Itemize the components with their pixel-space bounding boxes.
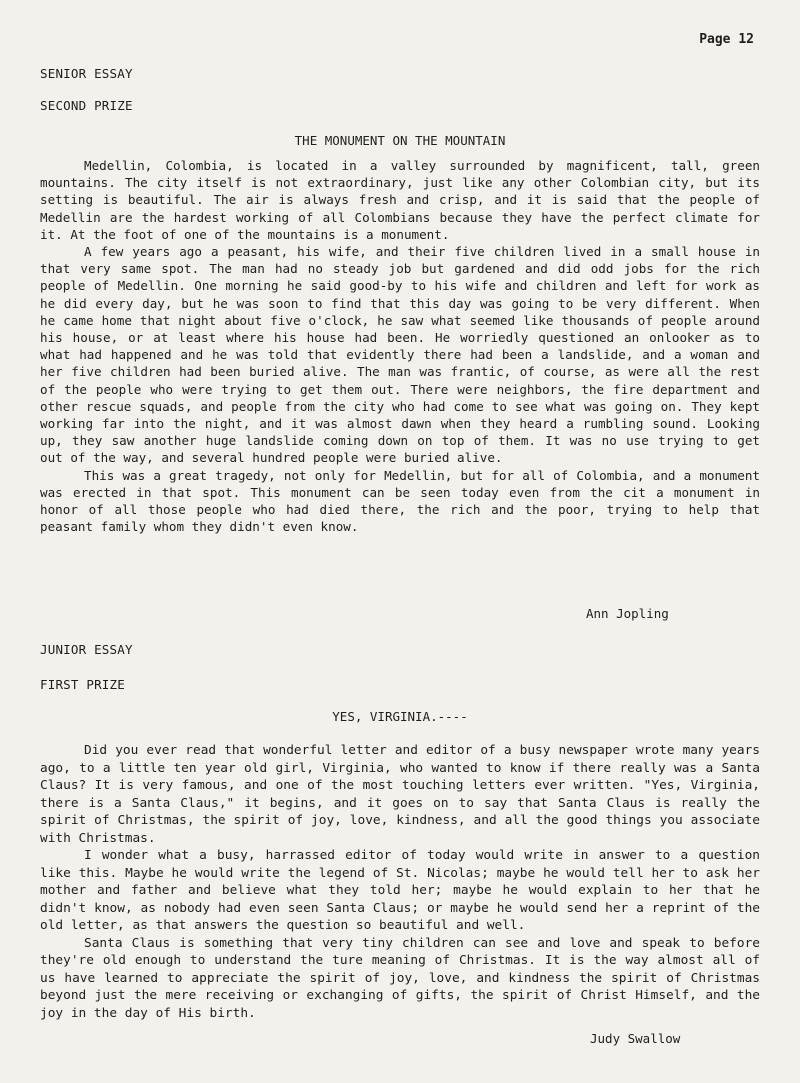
junior-essay-title: YES, VIRGINIA.---- (332, 709, 468, 724)
senior-essay-title: THE MONUMENT ON THE MOUNTAIN (294, 133, 506, 148)
senior-essay-category: SENIOR ESSAY (40, 66, 133, 81)
junior-essay-prize: FIRST PRIZE (40, 677, 125, 692)
senior-essay-paragraph: A few years ago a peasant, his wife, and their five children lived in a small house in that very same spot. The man had no steady job but gardened and did odd jobs for the rich people of Medellin. One morning he said good-by to his wife and children and left for work as he did every day, but he was soon to find that this day was going to be very different. When he came home that night about five o'clock, he saw what seemed like thousands of people around his house, or at least where his house had been. He worriedly questioned an onlooker as to what had happened and he was told that evidently there had been a landslide, and a woman and her five children had been buried alive. The man was frantic, of course, as were all the rest of the people who were trying to get them out. There were neighbors, the fire department and other rescue squads, and people from the city who had come to see what was going on. They kept working far into the night, and it was almost dawn when they heard a rumbling sound. Looking up, they saw another huge landslide coming down on top of them. It was no use trying to get out of the way, and several hundred people were buried alive. (40, 244, 760, 466)
senior-essay-paragraph: This was a great tragedy, not only for Medellin, but for all of Colombia, and a monument was erected in that spot. This monument can be seen today even from the cit a monument in honor of all those people who had died there, the rich and the poor, trying to help that peasant family whom they didn't even know. (40, 467, 760, 535)
junior-essay-category: JUNIOR ESSAY (40, 642, 133, 657)
senior-essay-body (40, 157, 760, 535)
junior-essay-paragraph: I wonder what a busy, harrassed editor of today would write in answer to a question like this. Maybe he would write the legend of St. Nicolas; maybe he would tell her to ask her mother and father and believe what they told her; maybe he would explain to her that he didn't know, as nobody had even seen Santa Claus; or maybe he would send her a reprint of the old letter, as that answers the question so beautiful and well. (40, 848, 760, 933)
junior-essay-paragraph: Did you ever read that wonderful letter and editor of a busy newspaper wrote many years ago, to a little ten year old girl, Virginia, who wanted to know if there really was a Santa Claus? It is very famous, and one of the most touching letters ever written. "Yes, Virginia, there is a Santa Claus," it begins, and it goes on to say that Santa Claus is really the spirit of Christmas, the spirit of joy, love, kindness, and all the good things you associate with Christmas. (40, 743, 760, 846)
senior-essay-paragraph: Medellin, Colombia, is located in a valley surrounded by magnificent, tall, green mountains. The city itself is not extraordinary, just like any other Colombian city, but its setting is beautiful. The air is always fresh and crisp, and it is said that the people of Medellin are the hardest working of all Colombians because they have the perfect climate for it. At the foot of one of the mountains is a monument. (40, 158, 760, 242)
junior-essay-author: Judy Swallow (590, 1031, 681, 1046)
junior-essay-paragraph: Santa Claus is something that very tiny children can see and love and speak to before they're old enough to understand the ture meaning of Christmas. It is the way almost all of us have learned to appreciate the spirit of joy, love, and kindness the spirit of Christmas beyond just the mere receiving or exchanging of gifts, the spirit of Christ Himself, and the joy in the day of His birth. (40, 935, 760, 1021)
senior-essay-prize: SECOND PRIZE (40, 98, 133, 113)
junior-essay-body (40, 742, 760, 1022)
senior-essay-author: Ann Jopling (586, 606, 669, 621)
page-number: Page 12 (699, 32, 754, 47)
